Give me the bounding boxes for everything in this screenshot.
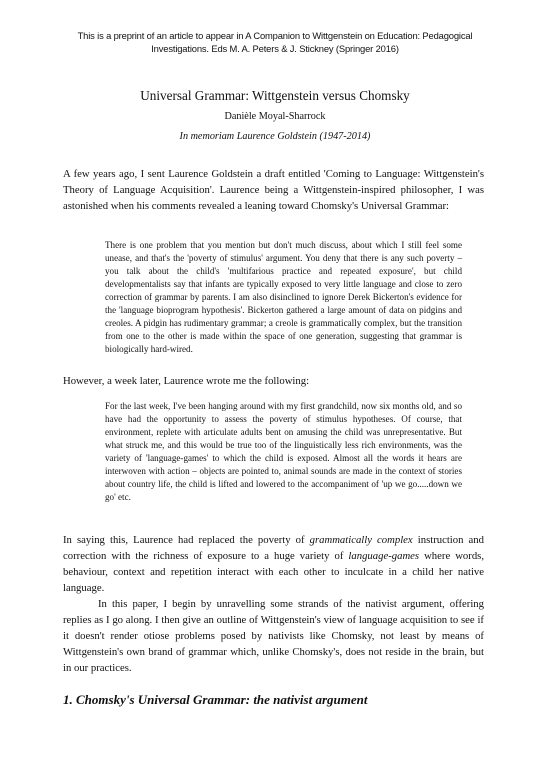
dedication: In memoriam Laurence Goldstein (1947-2014) — [179, 131, 371, 142]
analysis-text-2: instruction and correction with the richness of exposure to a huge variety of — [63, 534, 484, 563]
analysis-text-1: In saying this, Laurence had replaced the poverty of — [63, 534, 310, 546]
analysis-text-3: where words, behaviour, context and repetition interact with each other to inculcate in a child her native language. — [63, 550, 485, 595]
outline-paragraph: In this paper, I begin by unravelling some strands of the nativist argument, offering replies as I go along. I then give an outline of Wittgenstein's view of language acquisition to see if it doesn't render otiose problems posed by nativists like Chomsky, not least by means of Wittgenstein's own brand of grammar which, unlike Chomsky's, does not reside in the brain, but in our practices. — [63, 598, 484, 675]
author-name: Danièle Moyal-Sharrock — [224, 111, 326, 122]
transition-paragraph: However, a week later, Laurence wrote me the following: — [63, 375, 310, 387]
preprint-note: This is a preprint of an article to appear in A Companion to Wittgenstein on Education: Pedagogical Investigations. Eds M. A. Peters & J. Stickney (Springer 2016) — [77, 30, 473, 54]
intro-paragraph: A few years ago, I sent Laurence Goldstein a draft entitled 'Coming to Language: Wittgenstein's Theory of Language Acquisition'. Laurence being a Wittgenstein-inspired philosopher, I was astonished when his comments revealed a leaning toward Chomsky's Universal Grammar: — [63, 168, 484, 213]
block-quote-2: For the last week, I've been hanging around with my first grandchild, now six months old, and so have had the opportunity to assess the poverty of stimulus hypotheses. Of course, that environment, replete with articulate adults bent on amusing the child was unrepresentative. But what struck me, and this would be true too of the linguistically less rich environments, was the variety of 'language-games' to which the child is exposed. Almost all the words it hears are interwoven with action – objects are pointed to, animal sounds are made in the context of stories about country life, the child is lifted and lowered to the accompaniment of 'up we go.....down we go' etc. — [105, 401, 462, 503]
section-heading: 1. Chomsky's Universal Grammar: the nativist argument — [63, 692, 368, 707]
article-title: Universal Grammar: Wittgenstein versus Chomsky — [140, 88, 410, 103]
block-quote-1: There is one problem that you mention but don't much discuss, about which I still feel some unease, and that's the 'poverty of stimulus' argument. You deny that there is any such poverty – you talk about the child's 'multifarious practice and repeated exposure', but child developmentalists say that infants are typically exposed to very little language and close to zero correction of grammar by parents. I am also disinclined to ignore Derek Bickerton's evidence for the 'language bioprogram hypothesis'. Bickerton gathered a large amount of data on pidgins and creoles. A pidgin has rudimentary grammar; a creole is grammatically complex, but the transition from one to the other is made within the space of one generation, suggesting that grammar is biologically hard-wired. — [105, 240, 462, 355]
analysis-paragraph — [63, 532, 484, 596]
emphasis-grammatically-complex: grammatically complex — [309, 534, 413, 546]
emphasis-language-games: language-games — [348, 550, 420, 563]
